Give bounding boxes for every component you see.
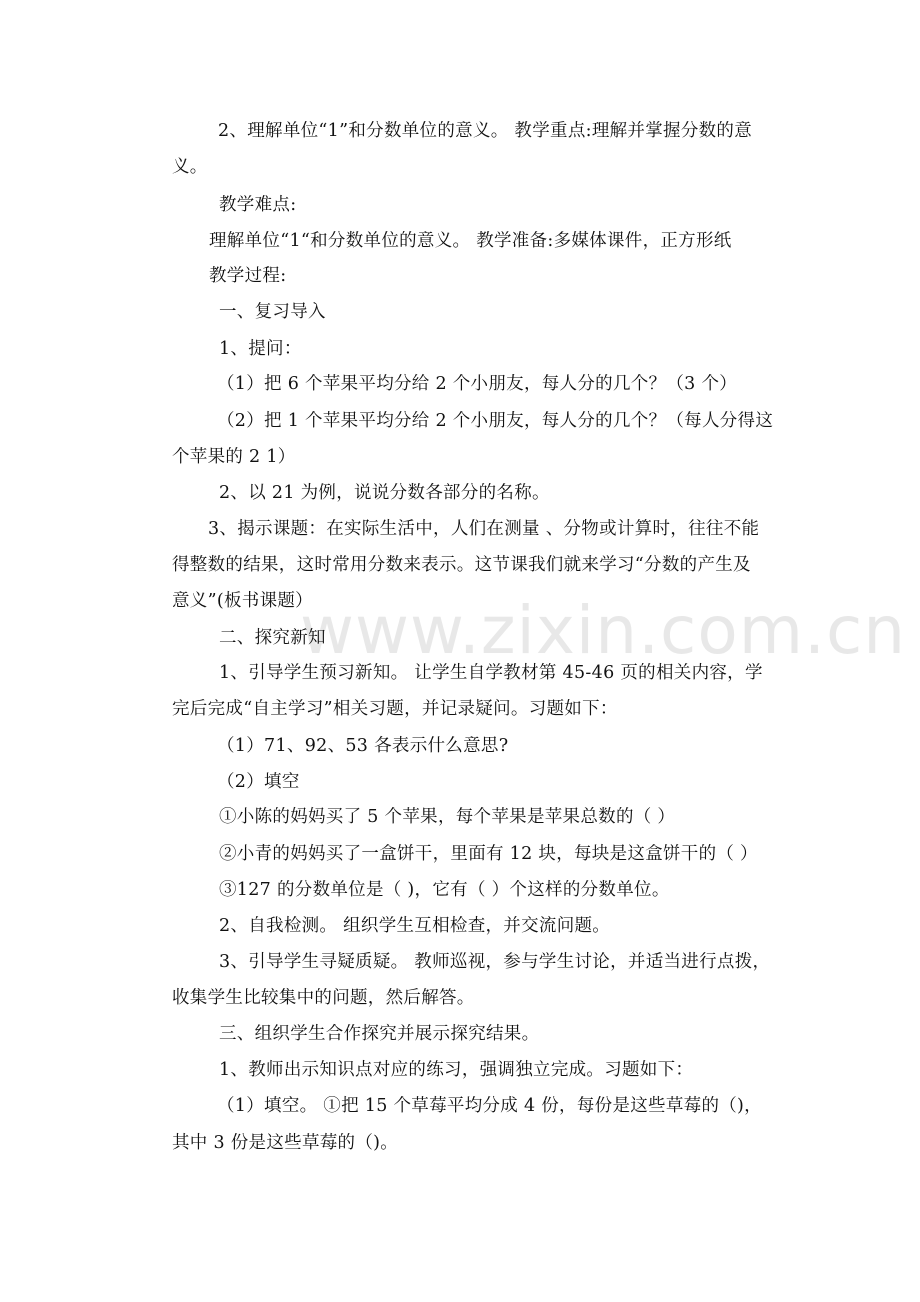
text-line: （1）填空。 ①把 15 个草莓平均分成 4 份，每份是这些草莓的（)， (217, 1096, 762, 1116)
text-line: 1、教师出示知识点对应的练习，强调独立完成。习题如下： (219, 1060, 694, 1080)
text-line: （1）把 6 个苹果平均分给 2 个小朋友，每人分的几个？（3 个） (217, 374, 738, 394)
text-line: 教学过程: (209, 266, 287, 286)
text-line: 得整数的结果，这时常用分数来表示。这节课我们就来学习“分数的产生及 (172, 555, 751, 575)
text-line: ②小青的妈妈买了一盒饼干，里面有 12 块，每块是这盒饼干的（ ） (219, 844, 758, 864)
text-line: 1、提问： (219, 339, 302, 359)
text-line: 三、组织学生合作探究并展示探究结果。 (219, 1024, 540, 1044)
text-line: 教学难点: (219, 195, 297, 215)
text-line: 2、理解单位“1”和分数单位的意义。 教学重点:理解并掌握分数的意 (218, 121, 753, 141)
text-line: ①小陈的妈妈买了 5 个苹果，每个苹果是苹果总数的（ ） (219, 807, 676, 827)
text-line: 理解单位“1“和分数单位的意义。 教学准备:多媒体课件，正方形纸 (209, 231, 732, 251)
text-line: 二、探究新知 (219, 628, 326, 648)
text-line: 1、引导学生预习新知。 让学生自学教材第 45-46 页的相关内容，学 (219, 663, 763, 683)
text-line: 2、自我检测。 组织学生互相检查，并交流问题。 (219, 916, 611, 936)
text-line: 完后完成“自主学习”相关习题，并记录疑问。习题如下： (172, 699, 618, 719)
text-line: 2、以 21 为例，说说分数各部分的名称。 (219, 483, 550, 503)
text-line: 收集学生比较集中的问题，然后解答。 (172, 988, 475, 1008)
text-line: 一、复习导入 (219, 302, 326, 322)
text-line: （2）填空 (217, 772, 300, 792)
text-line: ③127 的分数单位是（ )，它有（ ）个这样的分数单位。 (219, 880, 670, 900)
text-line: 3、引导学生寻疑质疑。 教师巡视，参与学生讨论，并适当进行点拨， (219, 952, 771, 972)
text-line: 个苹果的 2 1） (172, 447, 296, 467)
text-line: 其中 3 份是这些草莓的（)。 (172, 1133, 399, 1153)
watermark: www.zixin.com.cn (300, 592, 907, 669)
text-line: 意义”(板书课题） (172, 591, 313, 611)
text-line: （2）把 1 个苹果平均分给 2 个小朋友，每人分的几个？（每人分得这 (217, 411, 774, 431)
text-line: 义。 (172, 157, 208, 177)
text-line: （1）71、92、53 各表示什么意思? (217, 736, 509, 756)
text-line: 3、揭示课题：在实际生活中，人们在测量 、分物或计算时，往往不能 (208, 519, 760, 539)
